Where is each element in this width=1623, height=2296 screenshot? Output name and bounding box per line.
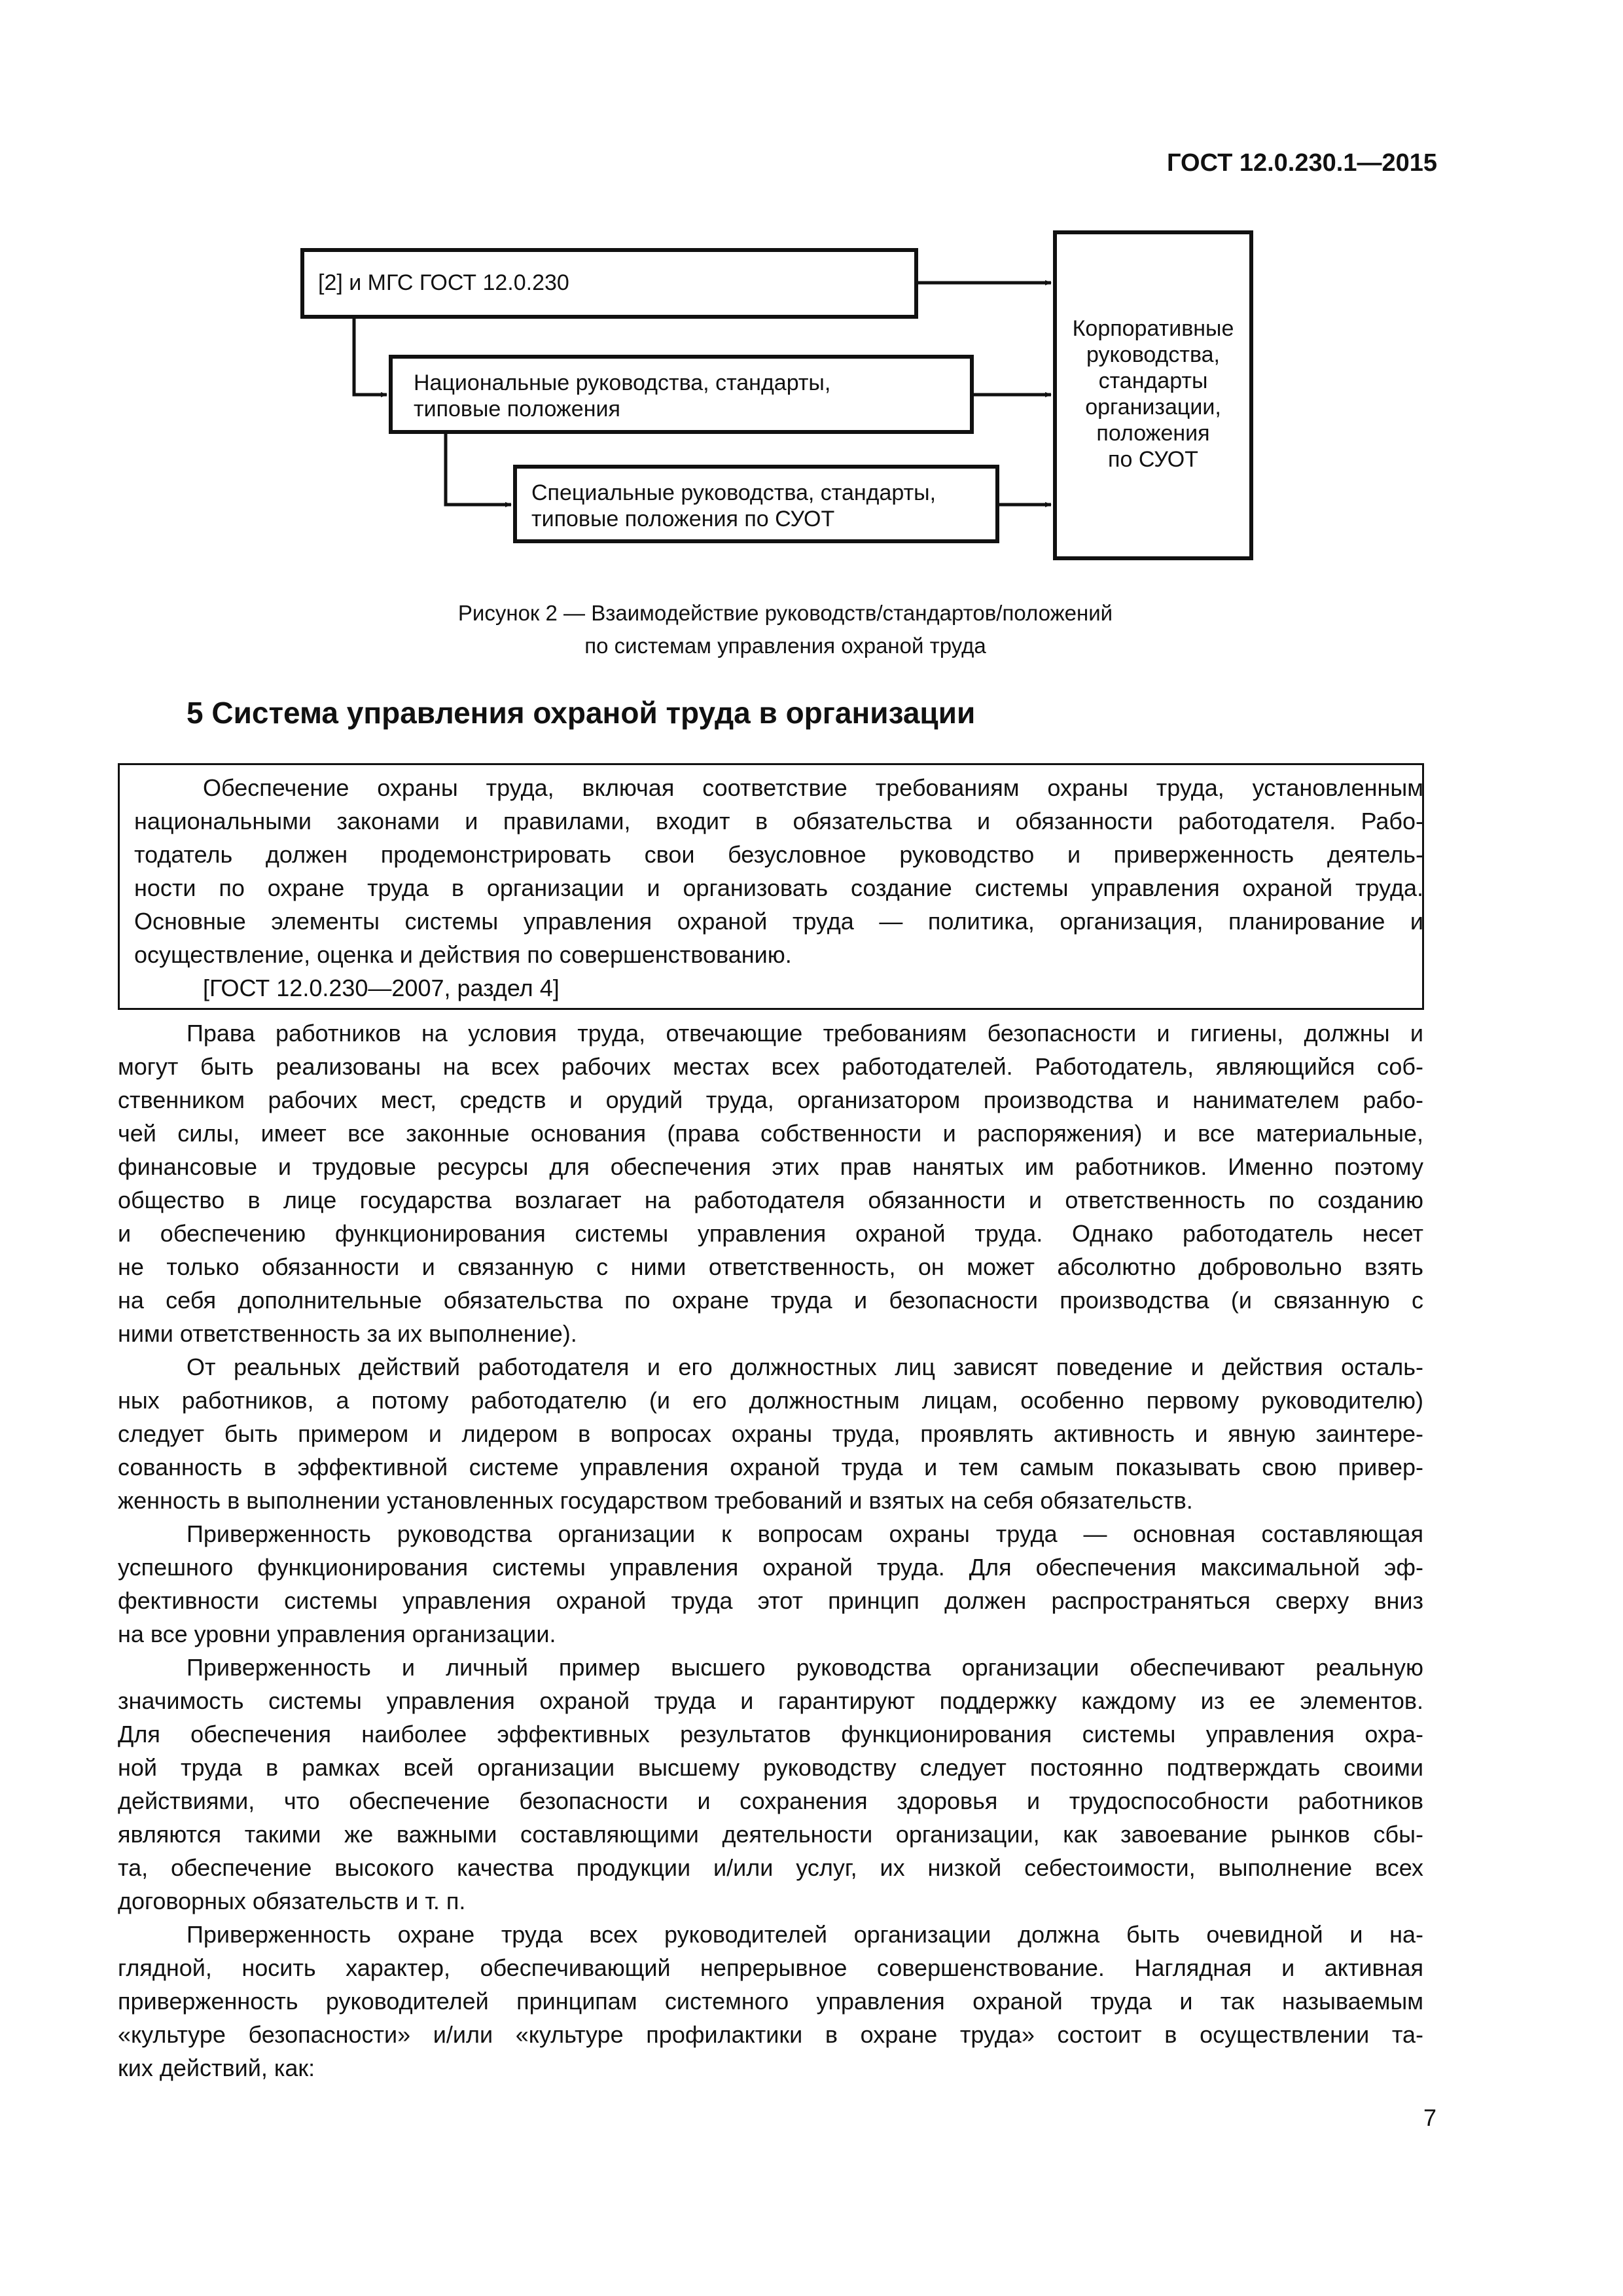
body-line: не только обязанности и связанную с ними ответственность, он может абсолютно добровольно взять <box>118 1253 1423 1280</box>
box4-label-line: организации, <box>1085 395 1221 420</box>
body-line: та, обеспечение высокого качества продукции и/или услуг, их низкой себестоимости, выполнение всех <box>118 1854 1423 1881</box>
body-line: и обеспечению функционирования системы управления охраной труда. Однако работодатель несет <box>118 1220 1423 1247</box>
quote-reference: [ГОСТ 12.0.230—2007, раздел 4] <box>203 975 560 1001</box>
body-line: приверженность руководителей принципам системного управления охраной труда и так называемым <box>118 1988 1423 2015</box>
box3-label-line: Специальные руководства, стандарты, <box>531 480 936 505</box>
caption-line: Рисунок 2 — Взаимодействие руководств/стандартов/положений <box>457 601 1113 625</box>
body-line: ной труда в рамках всей организации высшему руководству следует постоянно подтверждать своими <box>118 1754 1423 1781</box>
box4-label-line: по СУОТ <box>1108 447 1198 472</box>
box2-label-line: типовые положения <box>414 397 620 422</box>
body-line: глядной, носить характер, обеспечивающий непрерывное совершенствование. Наглядная и активная <box>118 1954 1423 1981</box>
body-line: ними ответственность за их выполнение). <box>118 1320 577 1347</box>
connector-box2-to-box3 <box>446 432 511 505</box>
body-line: чей силы, имеет все законные основания (права собственности и распоряжения) и все материальные, <box>118 1120 1423 1147</box>
box3-label-line: типовые положения по СУОТ <box>531 507 835 531</box>
box4-label <box>1055 315 1251 473</box>
body-line: Приверженность руководства организации к вопросам охраны труда — основная составляющая <box>187 1520 1423 1547</box>
body-line: «культуре безопасности» и/или «культуре профилактики в охране труда» состоит в осуществлении та- <box>118 2021 1423 2048</box>
body-line: на себя дополнительные обязательства по охране труда и безопасности производства (и связанную с <box>118 1287 1423 1314</box>
body-line: женность в выполнении установленных государством требований и взятых на себя обязательств. <box>118 1487 1193 1514</box>
quote-line: Обеспечение охраны труда, включая соответствие требованиям охраны труда, установленным <box>203 774 1423 801</box>
body-line: сованность в эффективной системе управления охраной труда и тем самым показывать свою привер- <box>118 1454 1423 1480</box>
quote-line: осуществление, оценка и действия по совершенствованию. <box>134 941 792 968</box>
quote-line: тодатель должен продемонстрировать свои безусловное руководство и приверженность деятель- <box>134 841 1423 868</box>
quote-line: ности по охране труда в организации и организовать создание системы управления охраной труда. <box>134 874 1423 901</box>
body-line: ких действий, как: <box>118 2054 315 2081</box>
connector-box1-to-box2 <box>354 317 387 395</box>
box4-label-line: стандарты <box>1098 368 1208 393</box>
body-line: договорных обязательств и т. п. <box>118 1888 466 1914</box>
body-line: успешного функционирования системы управления охраной труда. Для обеспечения максимальной эф- <box>118 1554 1423 1581</box>
caption-line: по системам управления охраной труда <box>584 634 986 658</box>
body-line: Права работников на условия труда, отвечающие требованиям безопасности и гигиены, должны и <box>187 1020 1423 1047</box>
body-line: ных работников, а потому работодателю (и его должностным лицам, особенно первому руководителю) <box>118 1387 1423 1414</box>
page-number: 7 <box>1423 2104 1436 2131</box>
body-line: значимость системы управления охраной труда и гарантируют поддержку каждому из ее элементов. <box>118 1687 1423 1714</box>
body-line: финансовые и трудовые ресурсы для обеспечения этих прав нанятых им работников. Именно поэтому <box>118 1153 1423 1180</box>
document-header: ГОСТ 12.0.230.1—2015 <box>1166 149 1437 177</box>
box3-label <box>531 480 936 532</box>
body-line: фективности системы управления охраной труда этот принцип должен распространяться сверху вниз <box>118 1587 1423 1614</box>
body-line: общество в лице государства возлагает на работодателя обязанности и ответственность по созданию <box>118 1187 1423 1213</box>
figure-caption <box>131 597 1440 662</box>
box2-label <box>414 370 830 422</box>
box4-label-line: положения <box>1096 421 1210 446</box>
body-line: являются такими же важными составляющими деятельности организации, как завоевание рынков сбы- <box>118 1821 1423 1848</box>
quote-line: Основные элементы системы управления охраной труда — политика, организация, планирование и <box>134 908 1423 935</box>
body-line: Для обеспечения наиболее эффективных результатов функционирования системы управления охра- <box>118 1721 1423 1748</box>
body-line: Приверженность охране труда всех руководителей организации должна быть очевидной и на- <box>187 1921 1423 1948</box>
quote-line: национальными законами и правилами, входит в обязательства и обязанности работодателя. Рабо- <box>134 808 1423 834</box>
box2-label-line: Национальные руководства, стандарты, <box>414 370 831 395</box>
section-title: 5 Система управления охраной труда в организации <box>187 696 976 730</box>
body-line: могут быть реализованы на всех рабочих местах всех работодателей. Работодатель, являющийся соб- <box>118 1053 1423 1080</box>
box4-label-line: руководства, <box>1086 342 1220 367</box>
body-line: ственником рабочих мест, средств и орудий труда, организатором производства и нанимателем рабо- <box>118 1086 1423 1113</box>
body-line: следует быть примером и лидером в вопросах охраны труда, проявлять активность и явную заинтере- <box>118 1420 1423 1447</box>
box1-label: [2] и МГС ГОСТ 12.0.230 <box>318 270 569 295</box>
body-line: Приверженность и личный пример высшего руководства организации обеспечивают реальную <box>187 1654 1423 1681</box>
body-line: От реальных действий работодателя и его должностных лиц зависят поведение и действия осталь- <box>187 1354 1423 1380</box>
body-line: действиями, что обеспечение безопасности и сохранения здоровья и трудоспособности работников <box>118 1787 1423 1814</box>
body-line: на все уровни управления организации. <box>118 1621 556 1647</box>
box4-label-line: Корпоративные <box>1072 316 1234 341</box>
